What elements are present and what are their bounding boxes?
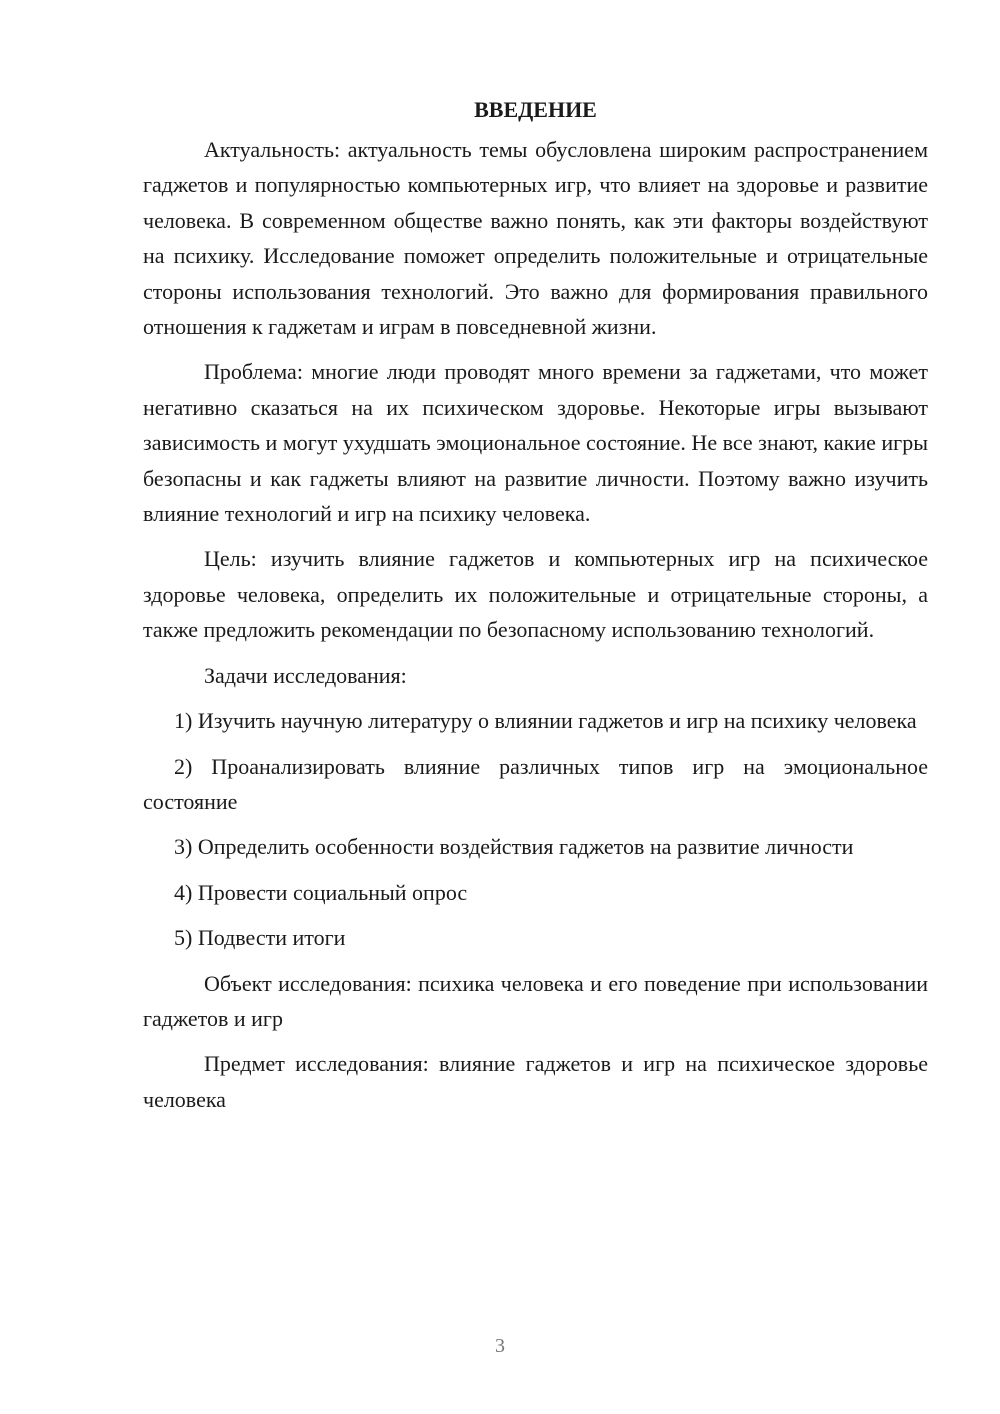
task-item: 4) Провести социальный опрос — [174, 879, 468, 905]
page-title: ВВЕДЕНИЕ — [474, 97, 597, 122]
document-page — [143, 92, 928, 1127]
tasks-heading: Задачи исследования: — [204, 662, 407, 688]
subject-paragraph: Предмет исследования: влияние гаджетов и игр на психическое здоровье человека — [143, 1051, 928, 1112]
goal-paragraph: Цель: изучить влияние гаджетов и компьютерных игр на психическое здоровье человека, определить их положительные и отрицательные стороны, а также предложить рекомендации по безопасному использованию технологий. — [143, 546, 928, 643]
object-paragraph: Объект исследования: психика человека и его поведение при использовании гаджетов и игр — [143, 970, 928, 1031]
page-number: 3 — [495, 1335, 505, 1357]
problem-paragraph: Проблема: многие люди проводят много времени за гаджетами, что может негативно сказаться на их психическом здоровье. Некоторые игры вызывают зависимость и могут ухудшать эмоциональное состояние. Не все знают, какие игры безопасны и как гаджеты влияют на развитие личности. Поэтому важно изучить влияние технологий и игр на психику человека. — [143, 359, 928, 527]
relevance-paragraph: Актуальность: актуальность темы обусловлена широким распространением гаджетов и популярностью компьютерных игр, что влияет на здоровье и развитие человека. В современном обществе важно понять, как эти факторы воздействуют на психику. Исследование поможет определить положительные и отрицательные стороны использования технологий. Это важно для формирования правильного отношения к гаджетам и играм в повседневной жизни. — [143, 137, 928, 340]
task-item: 5) Подвести итоги — [174, 925, 346, 951]
task-item: 3) Определить особенности воздействия гаджетов на развитие личности — [174, 834, 854, 860]
task-item: 1) Изучить научную литературу о влиянии гаджетов и игр на психику человека — [174, 708, 917, 734]
task-item: 2) Проанализировать влияние различных типов игр на эмоциональное состояние — [143, 753, 928, 814]
